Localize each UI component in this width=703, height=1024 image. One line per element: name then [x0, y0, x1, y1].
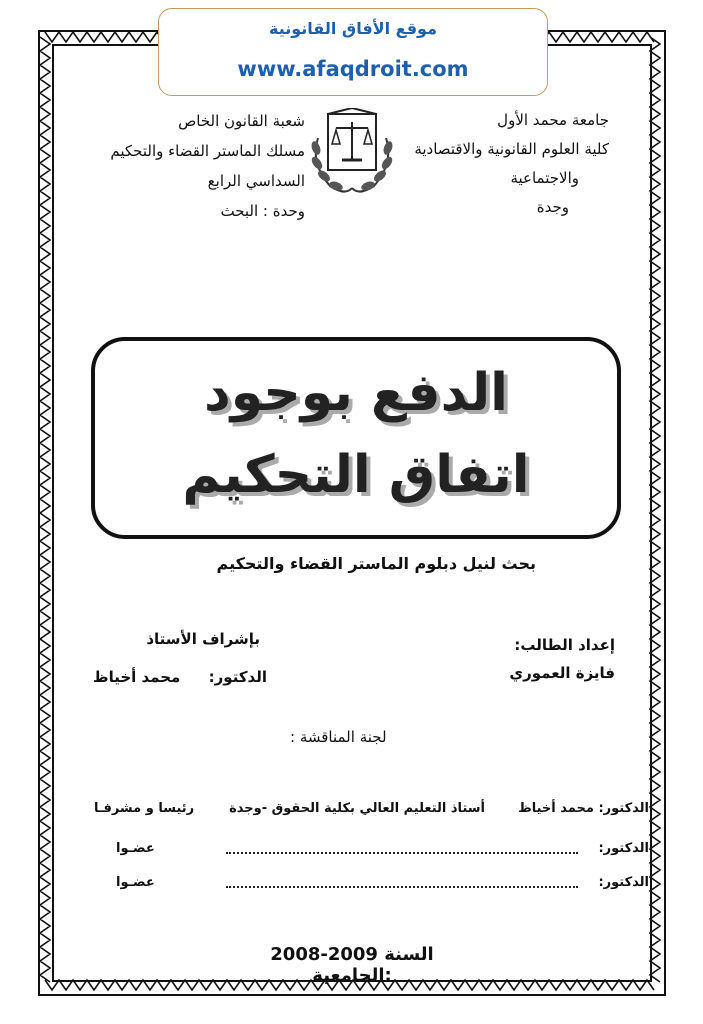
academic-year-value: 2008-2009 [270, 944, 378, 965]
faculty-name-cont: والاجتماعية [510, 169, 579, 187]
website-url[interactable]: www.afaqdroit.com [237, 57, 469, 81]
faculty-name: كلية العلوم القانونية والاقتصادية [414, 140, 609, 158]
thesis-title-box [91, 337, 621, 539]
semester: السداسي الرابع [207, 172, 305, 190]
committee-member-2-role: عضـوا [116, 841, 155, 856]
track-name: مسلك الماستر القضاء والتحكيم [110, 142, 305, 160]
committee-member-2-blank [226, 852, 578, 854]
city-name: وجدة [536, 198, 569, 216]
supervisor-title: الدكتور: [208, 668, 267, 686]
research-unit: وحدة : البحث [220, 202, 305, 220]
student-label: إعداد الطالب: [514, 636, 615, 654]
scales-of-justice-emblem-icon [300, 108, 404, 198]
thesis-subtitle: بحث لنيل دبلوم الماستر القضاء والتحكيم [216, 554, 536, 573]
supervisor-label: بإشراف الأستاذ [146, 630, 260, 648]
academic-year-label: السنة الجامعية: [312, 944, 434, 986]
thesis-title-line2: اتفاق التحكيم [182, 445, 530, 505]
university-name: جامعة محمد الأول [497, 111, 609, 129]
committee-member-3-blank [226, 886, 578, 888]
thesis-title-line1: الدفع بوجود [204, 363, 508, 423]
committee-member-2-doctor: الدكتور: [598, 841, 649, 856]
department-name: شعبة القانون الخاص [178, 112, 305, 130]
committee-label: لجنة المناقشة : [290, 728, 387, 746]
committee-member-3-doctor: الدكتور: [598, 875, 649, 890]
academic-year [228, 944, 476, 986]
committee-member-3-role: عضـوا [116, 875, 155, 890]
website-banner [158, 8, 548, 96]
committee-member-1-desc: أستاذ التعليم العالي بكلية الحقوق -وجدة [229, 801, 485, 816]
supervisor-name: محمد أخياظ [93, 668, 181, 686]
committee-member-1-role: رئيسا و مشرفـا [94, 801, 195, 816]
student-name: فايزة العموري [509, 664, 615, 682]
website-title: موقع الأفاق القانونية [269, 19, 437, 38]
committee-member-1-doctor: الدكتور: محمد أخياظ [518, 801, 649, 816]
department-block [90, 106, 305, 226]
